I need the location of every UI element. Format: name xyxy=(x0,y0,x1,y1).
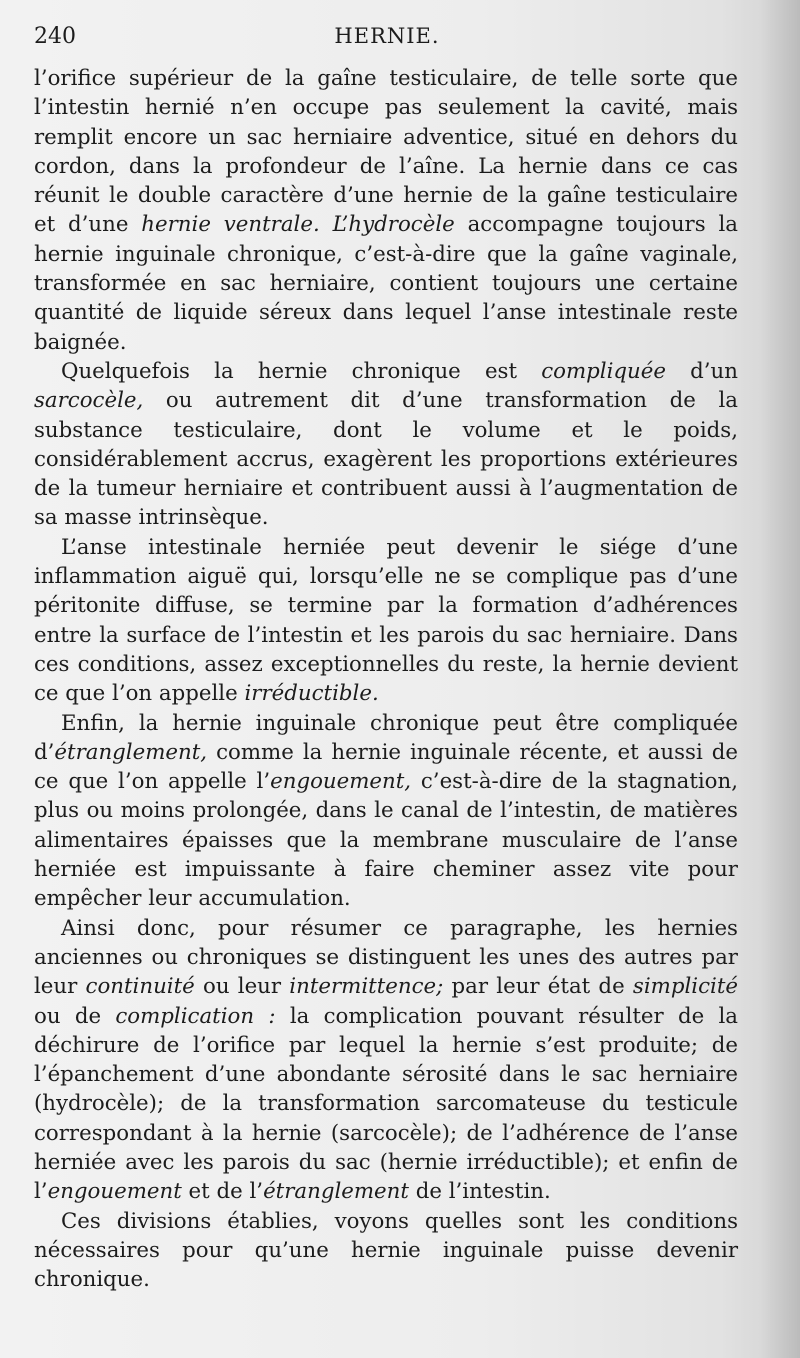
text-run: comme la hernie inguinale récente, et aussi de ce que l’on appelle l’ xyxy=(34,739,738,795)
text-run: Ces divisions établies, voyons quelles sont les conditions nécessaires pour qu’une hernie inguinale puisse devenir chronique. xyxy=(34,1208,738,1293)
italic-text: simplicité xyxy=(632,974,738,1000)
paragraph xyxy=(34,357,738,533)
text-body xyxy=(34,64,738,1294)
text-run: ou autrement dit d’une transformation de la substance testiculaire, dont le volume et le poids, considérablement accrus, exagèrent les proportions extérieures de la tumeur herniaire et contribuent aussi à l’augmentation de sa masse intrinsèque. xyxy=(34,388,738,531)
paragraph xyxy=(34,914,738,1207)
italic-text: continuité xyxy=(85,974,195,1000)
text-run: de l’intestin. xyxy=(408,1179,551,1205)
text-run: Enfin, la hernie inguinale chronique peut être compliquée d’ xyxy=(34,710,738,765)
text-run: la complication pouvant résulter de la déchirure de l’orifice par lequel la hernie s’est produite; de l’épanchement d’une abondante sérosité dans le sac herniaire (hydrocèle); de la transformation sarcomateuse du testicule correspondant à la hernie (sarcocèle); de l’adhérence de l’anse herniée avec les parois du sac (hernie irréductible); et enfin de l’ xyxy=(34,1003,738,1205)
text-run: accompagne toujours la hernie inguinale chronique, c’est-à-dire que la gaîne vaginale, transformée en sac herniaire, contient toujours une certaine quantité de liquide séreux dans lequel l’anse intestinale reste baignée. xyxy=(34,212,738,355)
italic-text: étranglement xyxy=(263,1179,409,1205)
paragraph xyxy=(34,64,738,357)
text-run: Ainsi donc, pour résumer ce paragraphe, les hernies anciennes ou chroniques se distinguent les unes des autres par leur xyxy=(34,915,738,1000)
text-run: L’anse intestinale herniée peut devenir le siége d’une inflammation aiguë qui, lorsqu’elle ne se complique pas d’une péritonite diffuse, se termine par la formation d’adhérences entre la surface de l’intestin et les parois du sac herniaire. Dans ces conditions, assez exceptionnelles du reste, la hernie devient ce que l’on appelle xyxy=(34,534,738,707)
running-head xyxy=(34,24,740,60)
text-run: ou de xyxy=(34,1003,116,1029)
italic-text: hernie ventrale. xyxy=(141,212,320,238)
paragraph xyxy=(34,1207,738,1295)
italic-text: complication : xyxy=(115,1003,276,1029)
italic-text: étranglement, xyxy=(54,739,208,765)
page-number: 240 xyxy=(34,24,76,49)
paragraph xyxy=(34,709,738,914)
italic-text: irréductible. xyxy=(244,681,379,707)
text-run: par leur état de xyxy=(443,974,633,1000)
italic-text: compliquée xyxy=(541,358,666,384)
text-run: c’est-à-dire de la stagnation, plus ou moins prolongée, dans le canal de l’intestin, de matières alimentaires épaisses que la membrane musculaire de l’anse herniée est impuissante à faire cheminer assez vite pour empêcher leur accumulation. xyxy=(34,769,738,912)
text-run: l’orifice supérieur de la gaîne testiculaire, de telle sorte que l’intestin hernié n’en occupe pas seulement la cavité, mais remplit encore un sac herniaire adventice, situé en dehors du cordon, dans la profondeur de l’aîne. La hernie dans ce cas réunit le double caractère d’une hernie de la gaîne testiculaire et d’une xyxy=(34,66,738,238)
italic-text: L’hydrocèle xyxy=(332,212,455,238)
text-run: d’un xyxy=(665,358,738,384)
text-run xyxy=(320,212,333,237)
text-run: ou leur xyxy=(194,974,290,1000)
italic-text: engouement xyxy=(47,1179,182,1205)
paragraph xyxy=(34,533,738,709)
page-edge-shadow xyxy=(760,0,800,1358)
page-header-title: HERNIE. xyxy=(334,24,440,48)
text-run: et de l’ xyxy=(181,1179,264,1205)
italic-text: intermittence; xyxy=(289,974,444,1000)
italic-text: engouement, xyxy=(270,769,412,795)
italic-text: sarcocèle, xyxy=(34,388,144,414)
text-run: Quelquefois la hernie chronique est xyxy=(61,358,542,384)
